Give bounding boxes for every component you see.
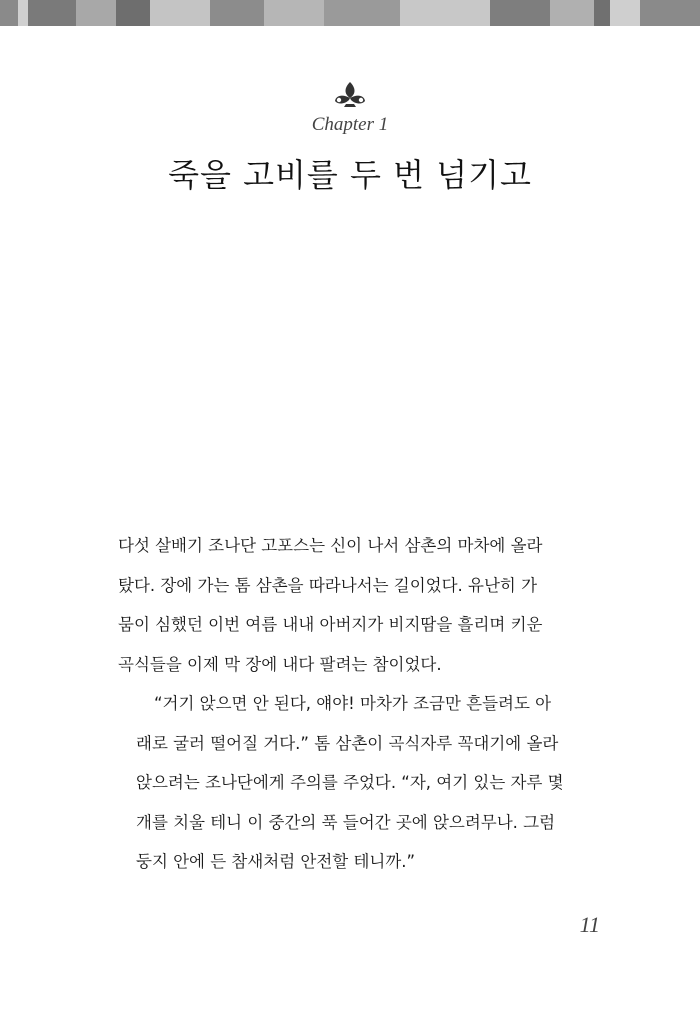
text-line: 둥지 안에 든 참새처럼 안전할 테니까.”: [136, 852, 416, 871]
text-line: 앉으려는 조나단에게 주의를 주었다. “자, 여기 있는 자루 몇: [136, 773, 564, 792]
text-line: 탔다. 장에 가는 톰 삼촌을 따라나서는 길이었다. 유난히 가: [118, 575, 538, 595]
text-line: 래로 굴러 떨어질 거다.” 톰 삼촌이 곡식자루 꼭대기에 올라: [136, 733, 559, 753]
fleuron-icon: [330, 80, 370, 110]
top-decorative-band: [0, 0, 700, 26]
paragraph-2: [118, 684, 598, 882]
text-line: 곡식들을 이제 막 장에 내다 팔려는 참이었다.: [118, 654, 442, 674]
chapter-title: 죽을 고비를 두 번 넘기고: [168, 156, 532, 194]
chapter-label: Chapter 1: [311, 114, 389, 135]
page-number: 11: [579, 912, 600, 937]
text-line: 개를 치울 테니 이 중간의 푹 들어간 곳에 앉으려무나. 그럼: [136, 812, 556, 832]
text-line: “거기 앉으면 안 된다, 얘야! 마차가 조금만 흔들려도 아: [154, 694, 552, 713]
text-line: 뭄이 심했던 이번 여름 내내 아버지가 비지땀을 흘리며 키운: [118, 615, 543, 634]
text-line: 다섯 살배기 조나단 고포스는 신이 나서 삼촌의 마차에 올라: [118, 536, 543, 555]
body-text: [118, 526, 598, 882]
paragraph-1: [118, 526, 598, 684]
